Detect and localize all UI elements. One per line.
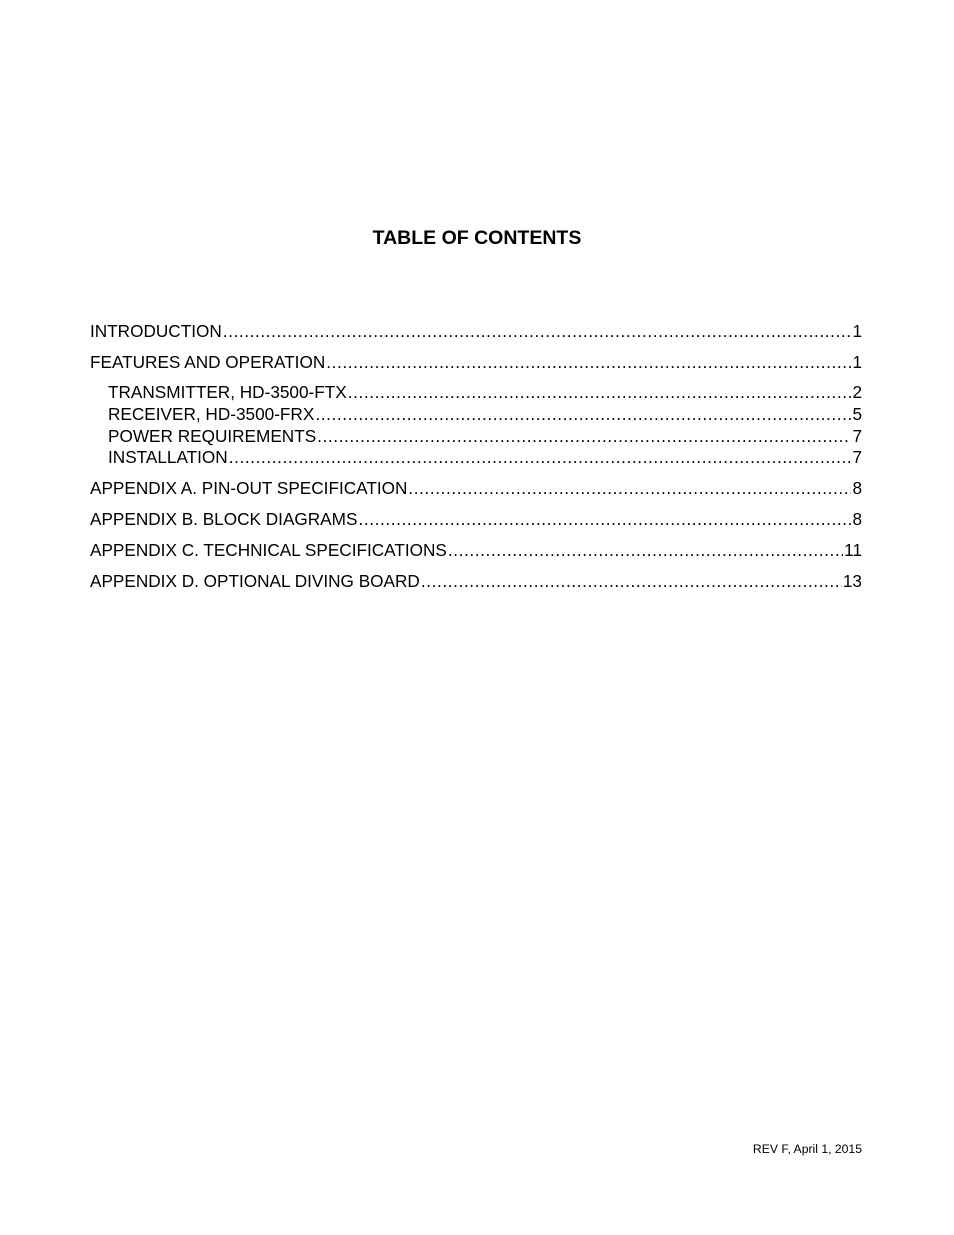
toc-entry-page: 1 — [852, 321, 862, 341]
toc-entry-page: 11 — [844, 540, 862, 560]
toc-entry-label: APPENDIX B. BLOCK DIAGRAMS — [90, 509, 358, 529]
toc-dot-leader — [348, 381, 852, 403]
toc-entry-label: POWER REQUIREMENTS — [108, 426, 317, 446]
revision-footer: REV F, April 1, 2015 — [752, 1142, 862, 1156]
toc-dot-leader — [315, 403, 851, 425]
toc-dot-leader — [421, 570, 842, 592]
toc-entry-label: INTRODUCTION — [90, 321, 222, 341]
toc-entry-label: APPENDIX D. OPTIONAL DIVING BOARD — [90, 571, 420, 591]
toc-entry-appendix-b[interactable] — [90, 508, 862, 530]
toc-entry-page: 8 — [852, 509, 862, 529]
toc-entry-label: APPENDIX C. TECHNICAL SPECIFICATIONS — [90, 540, 447, 560]
toc-entry-page: 1 — [852, 352, 862, 372]
toc-entry-label: RECEIVER, HD-3500-FRX — [108, 404, 315, 424]
toc-entry-receiver[interactable] — [108, 403, 862, 425]
toc-dot-leader — [326, 351, 851, 373]
toc-entry-power-requirements[interactable] — [108, 425, 862, 447]
toc-entry-page: 5 — [852, 404, 862, 424]
toc-dot-leader — [229, 446, 852, 468]
toc-dot-leader — [408, 477, 851, 499]
toc-entry-introduction[interactable] — [90, 320, 862, 342]
toc-entry-appendix-a[interactable] — [90, 477, 862, 499]
toc-entry-appendix-d[interactable] — [90, 570, 862, 592]
toc-entry-appendix-c[interactable] — [90, 539, 862, 561]
toc-entry-label: TRANSMITTER, HD-3500-FTX — [108, 382, 347, 402]
toc-entry-label: FEATURES AND OPERATION — [90, 352, 326, 372]
toc-entry-page: 7 — [852, 447, 862, 467]
toc-entry-features-and-operation[interactable] — [90, 351, 862, 373]
toc-entry-transmitter[interactable] — [108, 381, 862, 403]
toc-dot-leader — [448, 539, 843, 561]
toc-entry-page: 7 — [852, 426, 862, 446]
toc-entry-page: 2 — [852, 382, 862, 402]
toc-entry-label: INSTALLATION — [108, 447, 228, 467]
toc-dot-leader — [317, 425, 851, 447]
page-title: TABLE OF CONTENTS — [372, 227, 582, 249]
toc-dot-leader — [223, 320, 852, 342]
toc-entry-page: 8 — [852, 478, 862, 498]
toc-entry-page: 13 — [842, 571, 862, 591]
toc-entry-label: APPENDIX A. PIN-OUT SPECIFICATION — [90, 478, 408, 498]
toc-entry-installation[interactable] — [108, 446, 862, 468]
toc-dot-leader — [358, 508, 851, 530]
